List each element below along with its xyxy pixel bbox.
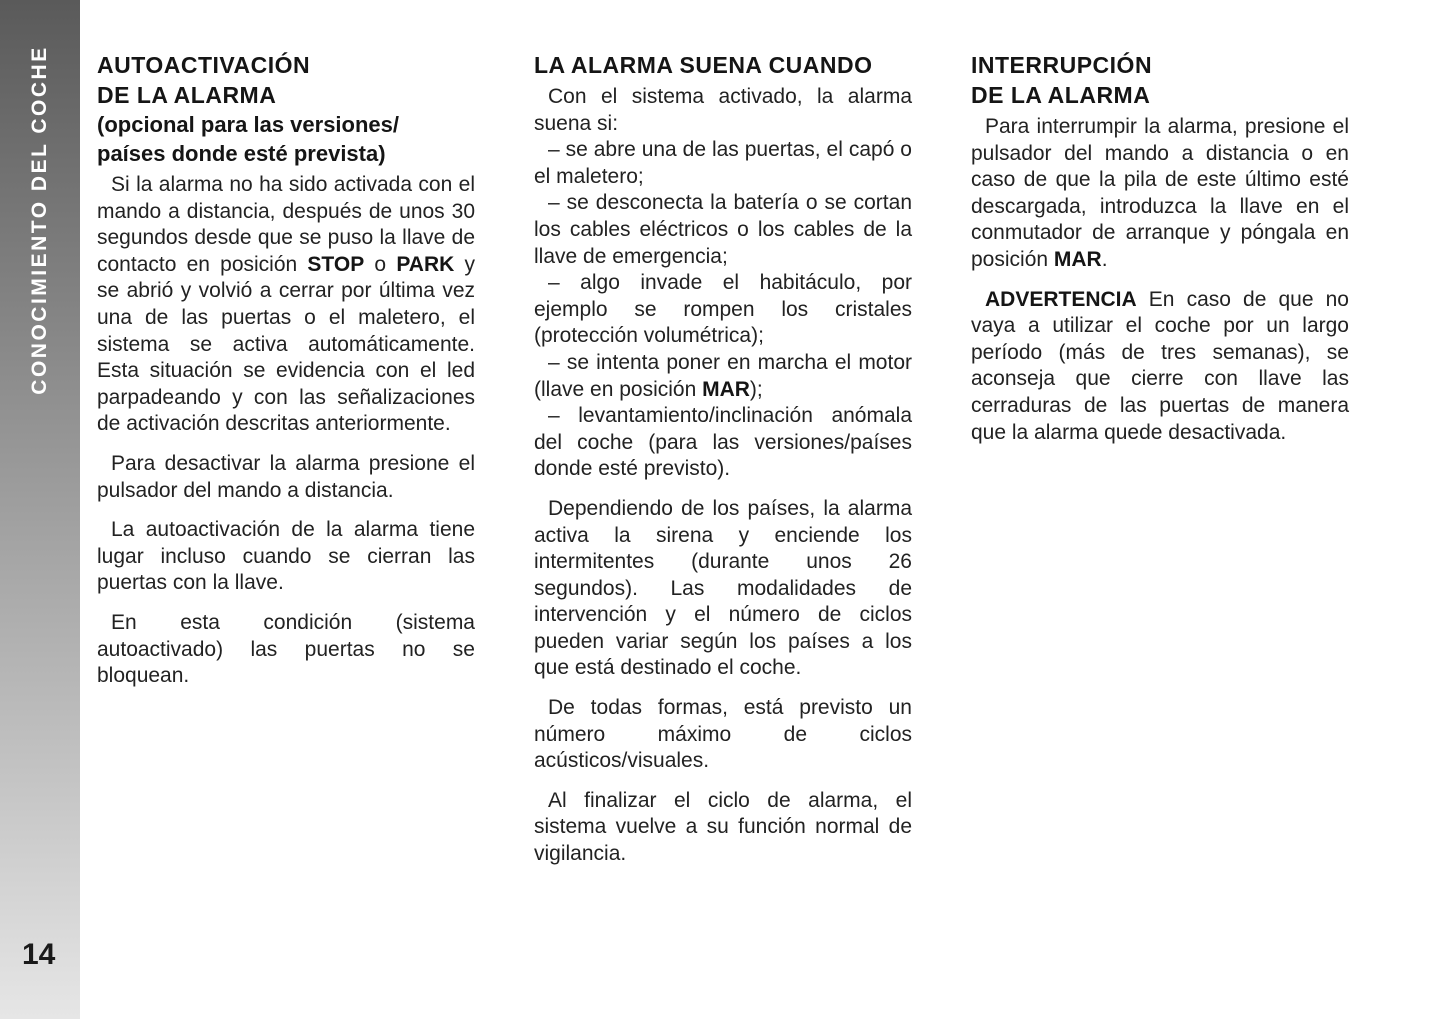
heading-block: [534, 50, 912, 80]
text-run: o: [364, 252, 397, 276]
column-alarm-sounds: [534, 50, 912, 881]
key-position-park: PARK: [396, 252, 455, 276]
heading-line1: INTERRUPCIÓN: [971, 52, 1153, 78]
subheading-line1: (opcional para las versiones/: [97, 112, 400, 137]
text-run: y se abrió y volvió a cerrar por última vez una de las puertas o el maletero, el sistema se activa automáticamente. Esta situación se evidencia con el led parpadeando y con las señalizaciones de activación descritas anteriormente.: [97, 252, 475, 436]
text-run: En caso de que no vaya a utilizar el coche por un largo período (más de tres semanas), se aconseja que cierre con llave las cerraduras de las puertas de manera que la alarma quede desactivada.: [971, 287, 1349, 444]
section-title-vertical: CONOCIMIENTO DEL COCHE: [28, 45, 51, 395]
text-run: .: [1101, 247, 1108, 271]
column-autoactivation: [97, 50, 475, 703]
text-run: );: [749, 377, 763, 401]
sidebar-band: [0, 0, 80, 1019]
paragraph-autoactivation: [97, 172, 475, 438]
paragraph-intro: Con el sistema activado, la alarma suena si:: [534, 85, 912, 135]
subheading-line2: países donde esté prevista): [97, 141, 386, 166]
paragraph-deactivate: Para desactivar la alarma presione el pulsador del mando a distancia.: [97, 451, 475, 502]
paragraph-siren: Dependiendo de los países, la alarma activa la sirena y enciende los intermitentes (durante unos 26 segundos). Las modalidades de intervención y el número de ciclos pueden variar según los países a los que está destinado el coche.: [534, 496, 912, 680]
paragraph-max-cycles: De todas formas, está previsto un número máximo de ciclos acústicos/visuales.: [534, 696, 912, 773]
list-item: – levantamiento/inclinación anómala del coche (para las versiones/países donde esté previsto).: [534, 404, 912, 481]
key-position-mar: MAR: [702, 377, 750, 401]
text-run: Para interrumpir la alarma, presione el pulsador del mando a distancia o en caso de que la pila de este último esté descargada, introduzca la llave en el conmutador de arranque y póngala en posición: [971, 115, 1349, 271]
heading-block: [97, 50, 475, 168]
heading-line2: DE LA ALARMA: [971, 82, 1151, 108]
paragraph-doors-not-locked: En esta condición (sistema autoactivado) las puertas no se bloquean.: [97, 610, 475, 688]
key-position-stop: STOP: [307, 252, 365, 276]
paragraph-key-lock: La autoactivación de la alarma tiene lugar incluso cuando se cierran las puertas con la llave.: [97, 518, 475, 595]
list-item: – se abre una de las puertas, el capó o el maletero;: [534, 138, 912, 188]
paragraph-interrupt: [971, 114, 1349, 274]
warning-label: ADVERTENCIA: [985, 287, 1137, 311]
heading-block: [971, 50, 1349, 110]
text-run: Si la alarma no ha sido activada con el mando a distancia, después de unos 30 segundos desde que se puso la llave de contacto en posición: [97, 173, 475, 276]
paragraph-cycle-end: Al finalizar el ciclo de alarma, el sistema vuelve a su función normal de vigilancia.: [534, 788, 912, 866]
heading-line2: DE LA ALARMA: [97, 82, 277, 108]
paragraph-warning: [971, 287, 1349, 447]
page-number: 14: [22, 938, 56, 971]
list-item: – se desconecta la batería o se cortan los cables eléctricos o los cables de la llave de emergencia;: [534, 191, 912, 268]
heading: LA ALARMA SUENA CUANDO: [534, 52, 873, 78]
text-run: – se intenta poner en marcha el motor (llave en posición: [534, 350, 912, 401]
column-interruption: [971, 50, 1349, 459]
list-item: [534, 350, 912, 403]
list-item: – algo invade el habitáculo, por ejemplo se rompen los cristales (protección volumétrica);: [534, 271, 912, 348]
key-position-mar: MAR: [1053, 247, 1102, 271]
heading-line1: AUTOACTIVACIÓN: [97, 52, 311, 78]
